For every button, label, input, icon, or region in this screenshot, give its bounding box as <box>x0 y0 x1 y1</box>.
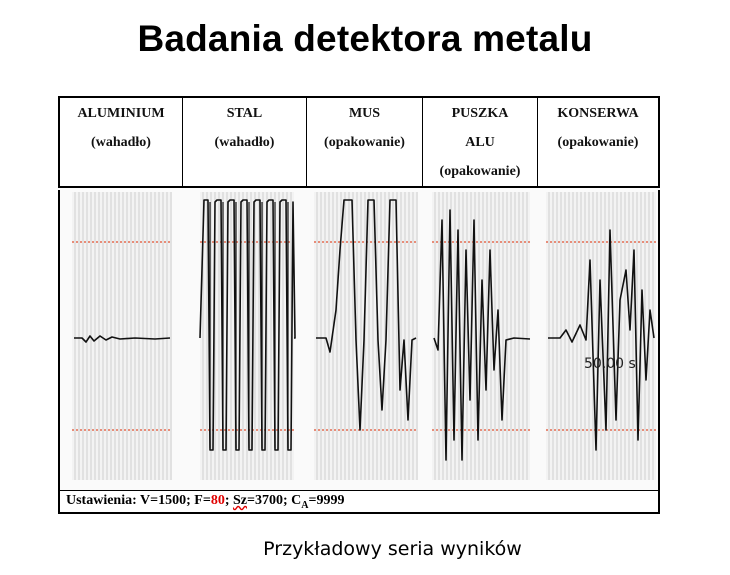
column-subtitle: (wahadło) <box>91 135 151 150</box>
time-readout: 50.00 s <box>584 356 636 372</box>
column-header-aluminium <box>60 98 183 186</box>
column-header-stal <box>183 98 307 186</box>
signal-plots-row <box>58 190 660 490</box>
column-subtitle: (opakowanie) <box>324 135 405 150</box>
column-name: STAL <box>226 106 263 121</box>
plot-panel-bg <box>314 192 418 480</box>
results-table <box>58 96 660 514</box>
signal-plots <box>60 190 658 490</box>
table-header-row <box>58 96 660 188</box>
page-title: Badania detektora metalu <box>137 18 593 59</box>
settings-row <box>58 490 660 514</box>
column-header-puszka <box>423 98 538 186</box>
column-name: ALUMINIUM <box>77 106 165 121</box>
settings-ca-rest: =9999 <box>308 493 345 508</box>
column-name: MUS <box>348 106 381 121</box>
settings-sz: Sz <box>232 493 247 508</box>
column-subtitle-2: (opakowanie) <box>439 164 521 179</box>
settings-prefix: Ustawienia: V=1500; F= <box>66 493 211 508</box>
column-subtitle: (wahadło) <box>214 135 275 150</box>
settings-f-value: 80 <box>210 493 225 508</box>
column-subtitle: ALU <box>465 135 495 150</box>
settings-ca-subscript: A <box>301 499 309 511</box>
settings-separator: ; <box>224 493 233 508</box>
column-subtitle: (opakowanie) <box>557 135 639 150</box>
settings-sz-rest: =3700; C <box>246 493 302 508</box>
column-name: PUSZKA <box>451 106 509 121</box>
figure-caption: Przykładowy seria wyników <box>263 538 522 560</box>
column-header-konserwa <box>538 98 658 186</box>
column-name: KONSERWA <box>557 106 639 121</box>
column-header-mus <box>307 98 423 186</box>
